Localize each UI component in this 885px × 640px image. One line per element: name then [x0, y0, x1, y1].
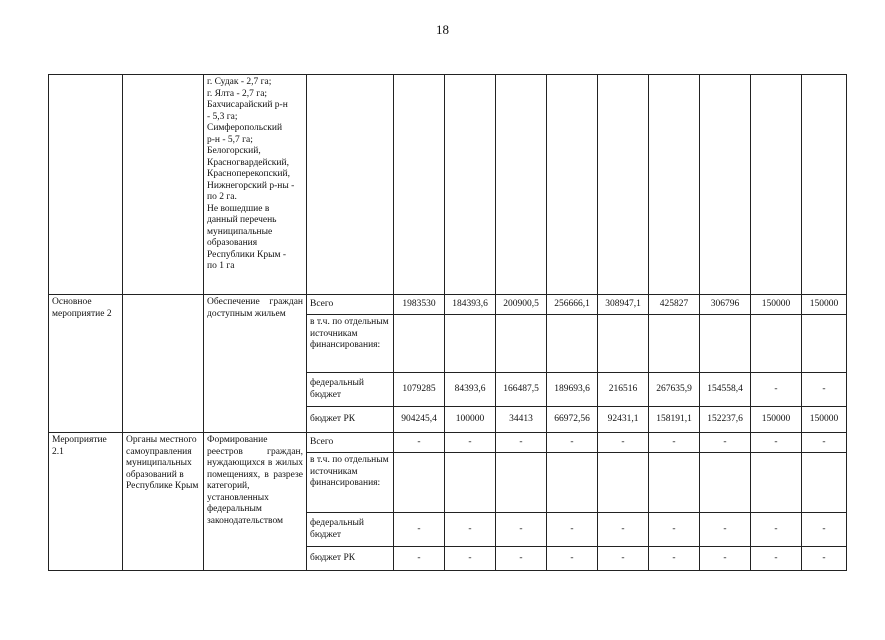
- cell-value: 184393,6: [445, 295, 496, 315]
- cell-value: -: [751, 513, 802, 547]
- cell-value: 216516: [598, 373, 649, 407]
- cell-value: -: [598, 513, 649, 547]
- cell-value: 189693,6: [547, 373, 598, 407]
- cell-value: -: [496, 547, 547, 571]
- cell-value: [802, 315, 847, 373]
- cell-value: 100000: [445, 407, 496, 433]
- cell-value: [751, 453, 802, 513]
- cell-value: [547, 453, 598, 513]
- cell-source: в т.ч. по отдельным источникам финансирования:: [307, 315, 394, 373]
- cell-executor: [123, 295, 204, 433]
- cell-value: -: [700, 433, 751, 453]
- cell-source: Всего: [307, 295, 394, 315]
- cell-value: 306796: [700, 295, 751, 315]
- cell-event-name: Основное мероприятие 2: [49, 295, 123, 433]
- cell-source: бюджет РК: [307, 547, 394, 571]
- cell-value: [649, 453, 700, 513]
- cell-empty: [496, 75, 547, 295]
- cell-value: -: [547, 547, 598, 571]
- cell-value: [496, 453, 547, 513]
- cell-value: -: [802, 373, 847, 407]
- cell-value: [751, 315, 802, 373]
- cell-value: [445, 315, 496, 373]
- cell-empty: [598, 75, 649, 295]
- cell-value: -: [394, 513, 445, 547]
- cell-empty: [802, 75, 847, 295]
- cell-value: -: [751, 433, 802, 453]
- cell-value: [394, 315, 445, 373]
- cell-value: -: [649, 513, 700, 547]
- cell-value: -: [445, 547, 496, 571]
- cell-value: -: [598, 547, 649, 571]
- table-row: [49, 433, 847, 453]
- cell-empty: [751, 75, 802, 295]
- cell-value: -: [700, 547, 751, 571]
- cell-value: -: [445, 433, 496, 453]
- financing-table: [48, 74, 847, 571]
- cell-value: 256666,1: [547, 295, 598, 315]
- cell-value: 92431,1: [598, 407, 649, 433]
- cell-value: 166487,5: [496, 373, 547, 407]
- cell-value: [598, 315, 649, 373]
- cell-empty: [394, 75, 445, 295]
- cell-empty: [649, 75, 700, 295]
- cell-executor: [123, 75, 204, 295]
- cell-event-name: [49, 75, 123, 295]
- cell-value: [598, 453, 649, 513]
- cell-value: -: [700, 513, 751, 547]
- cell-value: 66972,56: [547, 407, 598, 433]
- cell-value: 150000: [751, 407, 802, 433]
- cell-empty: [445, 75, 496, 295]
- cell-value: -: [496, 433, 547, 453]
- cell-value: 150000: [802, 295, 847, 315]
- page-number: 18: [436, 22, 449, 37]
- cell-empty: [547, 75, 598, 295]
- cell-value: -: [649, 547, 700, 571]
- cell-source: в т.ч. по отдельным источникам финансирования:: [307, 453, 394, 513]
- cell-value: -: [394, 433, 445, 453]
- cell-source: федеральный бюджет: [307, 513, 394, 547]
- cell-empty: [307, 75, 394, 295]
- cell-value: [700, 315, 751, 373]
- cell-empty: [700, 75, 751, 295]
- cell-value: 200900,5: [496, 295, 547, 315]
- cell-value: -: [751, 373, 802, 407]
- cell-value: 904245,4: [394, 407, 445, 433]
- cell-value: 425827: [649, 295, 700, 315]
- cell-value: -: [802, 513, 847, 547]
- cell-value: -: [598, 433, 649, 453]
- cell-event-name: Мероприятие 2.1: [49, 433, 123, 571]
- cell-value: -: [802, 547, 847, 571]
- cell-value: 1983530: [394, 295, 445, 315]
- cell-value: 1079285: [394, 373, 445, 407]
- cell-value: [394, 453, 445, 513]
- cell-value: -: [649, 433, 700, 453]
- cell-value: 158191,1: [649, 407, 700, 433]
- cell-value: 34413: [496, 407, 547, 433]
- cell-value: [802, 453, 847, 513]
- cell-value: [547, 315, 598, 373]
- cell-value: -: [547, 513, 598, 547]
- cell-source: Всего: [307, 433, 394, 453]
- cell-value: -: [394, 547, 445, 571]
- cell-value: 152237,6: [700, 407, 751, 433]
- cell-value: 308947,1: [598, 295, 649, 315]
- cell-value: [496, 315, 547, 373]
- cell-source: федеральный бюджет: [307, 373, 394, 407]
- cell-area-list: г. Судак - 2,7 га; г. Ялта - 2,7 га; Бахчисарайский р-н - 5,3 га; Симферопольский р-н - 5,7 га; Белогорский, Красногвардейский, Красноперекопский, Нижнегорский р-ны - по 2 га. Не вошедшие в данный перечень муниципальные образования Республики Крым - по 1 га: [204, 75, 307, 295]
- cell-value: 154558,4: [700, 373, 751, 407]
- cell-value: -: [496, 513, 547, 547]
- cell-value: 267635,9: [649, 373, 700, 407]
- cell-value: 150000: [802, 407, 847, 433]
- cell-goal: Обеспечение граждан доступным жильем: [204, 295, 307, 433]
- cell-value: [445, 453, 496, 513]
- cell-value: -: [751, 547, 802, 571]
- cell-value: 84393,6: [445, 373, 496, 407]
- cell-value: -: [802, 433, 847, 453]
- table-row: [49, 295, 847, 315]
- cell-value: [649, 315, 700, 373]
- cell-source: бюджет РК: [307, 407, 394, 433]
- cell-value: -: [547, 433, 598, 453]
- cell-value: [700, 453, 751, 513]
- cell-value: -: [445, 513, 496, 547]
- cell-value: 150000: [751, 295, 802, 315]
- table-row-continuation: [49, 75, 847, 295]
- cell-executor: Органы местного самоуправления муниципальных образований в Республике Крым: [123, 433, 204, 571]
- cell-goal: Формирование реестров граждан, нуждающихся в жилых помещениях, в разрезе категорий, установленных федеральным законодательством: [204, 433, 307, 571]
